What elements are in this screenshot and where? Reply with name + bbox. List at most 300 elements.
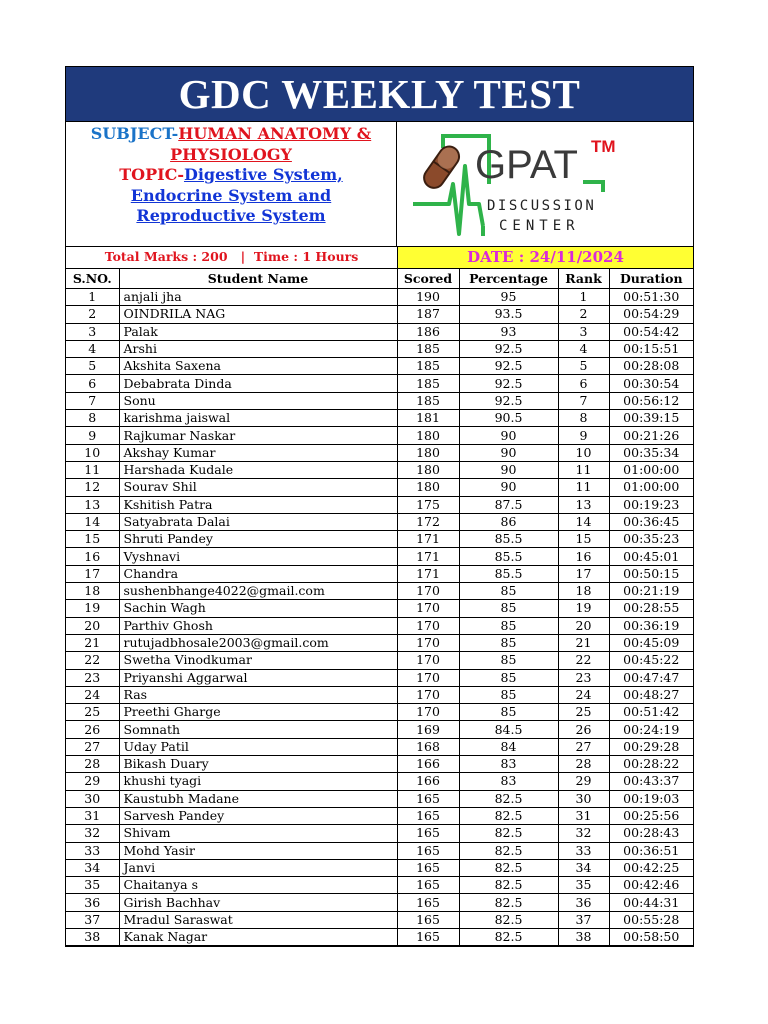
duration-cell: 00:36:45 [609, 513, 693, 530]
scored-cell: 166 [397, 773, 459, 790]
logo-cell [397, 122, 693, 246]
student-name-cell: Sonu [119, 392, 397, 409]
duration-cell: 00:45:09 [609, 634, 693, 651]
rank-cell: 2 [558, 306, 609, 323]
table-body [66, 289, 693, 946]
sno-cell: 12 [66, 479, 119, 496]
table-row [66, 738, 693, 755]
student-name-cell: Chaitanya s [119, 877, 397, 894]
rank-cell: 14 [558, 513, 609, 530]
table-row [66, 652, 693, 669]
student-name-cell: Bikash Duary [119, 756, 397, 773]
subject-line-2 [66, 145, 396, 166]
percentage-cell: 92.5 [459, 358, 558, 375]
percentage-cell: 84 [459, 738, 558, 755]
student-name-cell: Janvi [119, 859, 397, 876]
table-row [66, 669, 693, 686]
student-name-cell: Chandra [119, 565, 397, 582]
sno-cell: 36 [66, 894, 119, 911]
scored-cell: 171 [397, 548, 459, 565]
sno-cell: 34 [66, 859, 119, 876]
table-row [66, 911, 693, 928]
percentage-cell: 84.5 [459, 721, 558, 738]
table-row [66, 358, 693, 375]
duration-cell: 00:28:22 [609, 756, 693, 773]
student-name-cell: Uday Patil [119, 738, 397, 755]
table-row [66, 807, 693, 824]
rank-cell: 37 [558, 911, 609, 928]
duration-cell: 01:00:00 [609, 461, 693, 478]
sno-cell: 19 [66, 600, 119, 617]
rank-cell: 32 [558, 825, 609, 842]
percentage-cell: 85.5 [459, 548, 558, 565]
table-row [66, 634, 693, 651]
rank-cell: 10 [558, 444, 609, 461]
student-name-cell: Vyshnavi [119, 548, 397, 565]
logo-frame-right-icon [583, 182, 603, 192]
student-name-cell: Satyabrata Dalai [119, 513, 397, 530]
subject-value-1: HUMAN ANATOMY & [178, 124, 372, 143]
duration-cell: 00:29:28 [609, 738, 693, 755]
sno-cell: 38 [66, 928, 119, 945]
table-row [66, 894, 693, 911]
rank-cell: 6 [558, 375, 609, 392]
sno-cell: 37 [66, 911, 119, 928]
table-row [66, 617, 693, 634]
scored-cell: 185 [397, 358, 459, 375]
scored-cell: 170 [397, 669, 459, 686]
table-row [66, 496, 693, 513]
table-row [66, 859, 693, 876]
topic-line-1 [66, 165, 396, 186]
scored-cell: 170 [397, 652, 459, 669]
percentage-cell: 90 [459, 461, 558, 478]
student-name-cell: Debabrata Dinda [119, 375, 397, 392]
student-name-cell: Mohd Yasir [119, 842, 397, 859]
rank-cell: 30 [558, 790, 609, 807]
duration-cell: 00:47:47 [609, 669, 693, 686]
table-row [66, 392, 693, 409]
percentage-cell: 85 [459, 617, 558, 634]
percentage-cell: 92.5 [459, 375, 558, 392]
scored-cell: 187 [397, 306, 459, 323]
table-row [66, 565, 693, 582]
percentage-cell: 85 [459, 669, 558, 686]
student-name-cell: Ras [119, 686, 397, 703]
student-name-cell: khushi tyagi [119, 773, 397, 790]
duration-cell: 00:50:15 [609, 565, 693, 582]
student-name-cell: sushenbhange4022@gmail.com [119, 583, 397, 600]
percentage-cell: 82.5 [459, 911, 558, 928]
duration-cell: 00:44:31 [609, 894, 693, 911]
scored-cell: 175 [397, 496, 459, 513]
scored-cell: 180 [397, 427, 459, 444]
scored-cell: 170 [397, 583, 459, 600]
duration-cell: 00:15:51 [609, 340, 693, 357]
scored-cell: 165 [397, 911, 459, 928]
student-name-cell: Kshitish Patra [119, 496, 397, 513]
scored-cell: 165 [397, 825, 459, 842]
percentage-cell: 85.5 [459, 531, 558, 548]
rank-cell: 28 [558, 756, 609, 773]
duration-cell: 00:24:19 [609, 721, 693, 738]
rank-cell: 9 [558, 427, 609, 444]
percentage-cell: 93.5 [459, 306, 558, 323]
topic-line-2 [66, 186, 396, 207]
rank-cell: 16 [558, 548, 609, 565]
sno-cell: 15 [66, 531, 119, 548]
student-name-cell: Shivam [119, 825, 397, 842]
logo-line-2: CENTER [499, 218, 580, 234]
sno-cell: 35 [66, 877, 119, 894]
rank-cell: 20 [558, 617, 609, 634]
sno-cell: 4 [66, 340, 119, 357]
percentage-cell: 90.5 [459, 410, 558, 427]
percentage-cell: 82.5 [459, 842, 558, 859]
gpat-logo [413, 126, 643, 242]
rank-cell: 17 [558, 565, 609, 582]
table-row [66, 790, 693, 807]
duration-cell: 00:35:23 [609, 531, 693, 548]
duration-cell: 00:43:37 [609, 773, 693, 790]
table-header-row [66, 269, 693, 289]
rank-cell: 38 [558, 928, 609, 945]
rank-cell: 21 [558, 634, 609, 651]
capsule-icon [420, 143, 463, 192]
percentage-cell: 93 [459, 323, 558, 340]
sno-cell: 27 [66, 738, 119, 755]
scored-cell: 190 [397, 289, 459, 306]
table-row [66, 306, 693, 323]
percentage-cell: 90 [459, 479, 558, 496]
student-name-cell: Harshada Kudale [119, 461, 397, 478]
table-row [66, 375, 693, 392]
percentage-cell: 82.5 [459, 790, 558, 807]
scored-cell: 168 [397, 738, 459, 755]
sno-cell: 32 [66, 825, 119, 842]
duration-cell: 00:58:50 [609, 928, 693, 945]
scored-cell: 165 [397, 894, 459, 911]
table-row [66, 928, 693, 945]
scored-cell: 180 [397, 461, 459, 478]
percentage-cell: 85 [459, 704, 558, 721]
info-row [66, 247, 693, 269]
percentage-cell: 92.5 [459, 392, 558, 409]
percentage-cell: 85 [459, 686, 558, 703]
topic-value-2: Endocrine System and [130, 185, 332, 205]
sno-cell: 28 [66, 756, 119, 773]
duration-cell: 00:45:22 [609, 652, 693, 669]
duration-cell: 00:54:42 [609, 323, 693, 340]
sno-cell: 22 [66, 652, 119, 669]
table-row [66, 427, 693, 444]
sno-cell: 14 [66, 513, 119, 530]
scored-cell: 165 [397, 859, 459, 876]
rank-cell: 29 [558, 773, 609, 790]
student-name-cell: Preethi Gharge [119, 704, 397, 721]
sno-cell: 8 [66, 410, 119, 427]
student-name-cell: karishma jaiswal [119, 410, 397, 427]
duration-cell: 00:45:01 [609, 548, 693, 565]
rank-cell: 35 [558, 877, 609, 894]
test-date: DATE : 24/11/2024 [398, 247, 693, 268]
scored-cell: 171 [397, 531, 459, 548]
scored-cell: 170 [397, 634, 459, 651]
duration-cell: 00:48:27 [609, 686, 693, 703]
rank-cell: 4 [558, 340, 609, 357]
rank-cell: 33 [558, 842, 609, 859]
rank-cell: 11 [558, 461, 609, 478]
page-title: GDC WEEKLY TEST [66, 67, 693, 122]
scored-cell: 165 [397, 842, 459, 859]
scored-cell: 185 [397, 392, 459, 409]
percentage-cell: 85.5 [459, 565, 558, 582]
percentage-cell: 85 [459, 652, 558, 669]
scored-cell: 170 [397, 686, 459, 703]
rank-header: Rank [558, 269, 609, 289]
duration-cell: 00:28:43 [609, 825, 693, 842]
percentage-cell: 82.5 [459, 859, 558, 876]
table-row [66, 600, 693, 617]
duration-cell: 00:56:12 [609, 392, 693, 409]
scored-cell: 185 [397, 340, 459, 357]
sno-cell: 23 [66, 669, 119, 686]
duration-cell: 00:36:19 [609, 617, 693, 634]
rank-cell: 8 [558, 410, 609, 427]
scored-cell: 180 [397, 479, 459, 496]
percentage-cell: 92.5 [459, 340, 558, 357]
table-row [66, 877, 693, 894]
rank-cell: 27 [558, 738, 609, 755]
sno-cell: 24 [66, 686, 119, 703]
table-row [66, 773, 693, 790]
subject-topic-cell [66, 122, 397, 246]
percentage-cell: 95 [459, 289, 558, 306]
duration-cell: 00:51:42 [609, 704, 693, 721]
duration-cell: 01:00:00 [609, 479, 693, 496]
results-table [66, 269, 693, 946]
scored-cell: 165 [397, 790, 459, 807]
percentage-cell: 82.5 [459, 807, 558, 824]
student-name-cell: Somnath [119, 721, 397, 738]
logo-line-1: DISCUSSION [487, 198, 597, 214]
duration-cell: 00:19:03 [609, 790, 693, 807]
sno-cell: 29 [66, 773, 119, 790]
sno-cell: 20 [66, 617, 119, 634]
student-name-cell: Kanak Nagar [119, 928, 397, 945]
duration-cell: 00:42:25 [609, 859, 693, 876]
percentage-cell: 85 [459, 583, 558, 600]
table-row [66, 479, 693, 496]
rank-cell: 15 [558, 531, 609, 548]
header-row [66, 122, 693, 247]
rank-cell: 13 [558, 496, 609, 513]
duration-cell: 00:51:30 [609, 289, 693, 306]
sno-cell: 31 [66, 807, 119, 824]
rank-cell: 7 [558, 392, 609, 409]
subject-label: SUBJECT- [90, 124, 179, 143]
duration-cell: 00:21:26 [609, 427, 693, 444]
duration-cell: 00:55:28 [609, 911, 693, 928]
sno-cell: 25 [66, 704, 119, 721]
duration-cell: 00:54:29 [609, 306, 693, 323]
percentage-cell: 87.5 [459, 496, 558, 513]
scored-cell: 181 [397, 410, 459, 427]
percentage-cell: 82.5 [459, 928, 558, 945]
sno-header: S.NO. [66, 269, 119, 289]
percentage-cell: 83 [459, 773, 558, 790]
logo-tm: TM [591, 137, 616, 156]
student-name-cell: Sachin Wagh [119, 600, 397, 617]
scored-cell: 170 [397, 600, 459, 617]
student-name-cell: Arshi [119, 340, 397, 357]
rank-cell: 11 [558, 479, 609, 496]
scored-cell: 166 [397, 756, 459, 773]
duration-cell: 00:30:54 [609, 375, 693, 392]
duration-cell: 00:35:34 [609, 444, 693, 461]
subject-line-1 [66, 124, 396, 145]
sno-cell: 1 [66, 289, 119, 306]
student-name-cell: rutujadbhosale2003@gmail.com [119, 634, 397, 651]
student-name-cell: Mradul Saraswat [119, 911, 397, 928]
student-name-cell: Akshita Saxena [119, 358, 397, 375]
student-name-header: Student Name [119, 269, 397, 289]
percentage-cell: 85 [459, 600, 558, 617]
rank-cell: 3 [558, 323, 609, 340]
duration-cell: 00:21:19 [609, 583, 693, 600]
sno-cell: 5 [66, 358, 119, 375]
scored-cell: 171 [397, 565, 459, 582]
table-row [66, 825, 693, 842]
table-row [66, 686, 693, 703]
rank-cell: 36 [558, 894, 609, 911]
student-name-cell: Priyanshi Aggarwal [119, 669, 397, 686]
sno-cell: 11 [66, 461, 119, 478]
marks-time-info: Total Marks : 200 | Time : 1 Hours [66, 247, 398, 268]
rank-cell: 19 [558, 600, 609, 617]
sno-cell: 9 [66, 427, 119, 444]
percentage-cell: 82.5 [459, 825, 558, 842]
duration-cell: 00:25:56 [609, 807, 693, 824]
sno-cell: 16 [66, 548, 119, 565]
sno-cell: 18 [66, 583, 119, 600]
rank-cell: 18 [558, 583, 609, 600]
table-row [66, 340, 693, 357]
scored-cell: 165 [397, 877, 459, 894]
rank-cell: 22 [558, 652, 609, 669]
student-name-cell: Shruti Pandey [119, 531, 397, 548]
scored-cell: 165 [397, 807, 459, 824]
sno-cell: 7 [66, 392, 119, 409]
duration-cell: 00:42:46 [609, 877, 693, 894]
sno-cell: 3 [66, 323, 119, 340]
scored-cell: 185 [397, 375, 459, 392]
percentage-cell: 86 [459, 513, 558, 530]
table-row [66, 704, 693, 721]
rank-cell: 1 [558, 289, 609, 306]
rank-cell: 31 [558, 807, 609, 824]
table-row [66, 583, 693, 600]
table-row [66, 721, 693, 738]
sno-cell: 6 [66, 375, 119, 392]
table-row [66, 444, 693, 461]
sno-cell: 10 [66, 444, 119, 461]
percentage-header: Percentage [459, 269, 558, 289]
scored-cell: 180 [397, 444, 459, 461]
table-row [66, 756, 693, 773]
topic-line-3 [66, 206, 396, 227]
student-name-cell: Akshay Kumar [119, 444, 397, 461]
results-sheet [65, 66, 694, 947]
table-row [66, 842, 693, 859]
topic-value-1: Digestive System, [183, 165, 343, 184]
sno-cell: 33 [66, 842, 119, 859]
percentage-cell: 82.5 [459, 877, 558, 894]
scored-cell: 165 [397, 928, 459, 945]
percentage-cell: 90 [459, 444, 558, 461]
percentage-cell: 83 [459, 756, 558, 773]
student-name-cell: anjali jha [119, 289, 397, 306]
table-row [66, 461, 693, 478]
table-row [66, 289, 693, 306]
scored-cell: 186 [397, 323, 459, 340]
scored-header: Scored [397, 269, 459, 289]
student-name-cell: Rajkumar Naskar [119, 427, 397, 444]
table-row [66, 410, 693, 427]
percentage-cell: 90 [459, 427, 558, 444]
rank-cell: 34 [558, 859, 609, 876]
sno-cell: 2 [66, 306, 119, 323]
percentage-cell: 85 [459, 634, 558, 651]
student-name-cell: Palak [119, 323, 397, 340]
scored-cell: 170 [397, 617, 459, 634]
table-row [66, 323, 693, 340]
table-row [66, 513, 693, 530]
scored-cell: 170 [397, 704, 459, 721]
sno-cell: 21 [66, 634, 119, 651]
duration-cell: 00:28:55 [609, 600, 693, 617]
rank-cell: 23 [558, 669, 609, 686]
table-row [66, 531, 693, 548]
sno-cell: 30 [66, 790, 119, 807]
student-name-cell: Kaustubh Madane [119, 790, 397, 807]
rank-cell: 26 [558, 721, 609, 738]
duration-cell: 00:39:15 [609, 410, 693, 427]
subject-value-2: PHYSIOLOGY [170, 144, 292, 164]
duration-cell: 00:36:51 [609, 842, 693, 859]
duration-header: Duration [609, 269, 693, 289]
scored-cell: 172 [397, 513, 459, 530]
logo-brand: GPAT [475, 143, 578, 187]
sno-cell: 17 [66, 565, 119, 582]
sno-cell: 13 [66, 496, 119, 513]
topic-label: TOPIC- [119, 165, 184, 184]
rank-cell: 24 [558, 686, 609, 703]
student-name-cell: OINDRILA NAG [119, 306, 397, 323]
sno-cell: 26 [66, 721, 119, 738]
student-name-cell: Sarvesh Pandey [119, 807, 397, 824]
student-name-cell: Girish Bachhav [119, 894, 397, 911]
student-name-cell: Sourav Shil [119, 479, 397, 496]
rank-cell: 5 [558, 358, 609, 375]
table-row [66, 548, 693, 565]
student-name-cell: Parthiv Ghosh [119, 617, 397, 634]
topic-value-3: Reproductive System [136, 206, 326, 225]
scored-cell: 169 [397, 721, 459, 738]
duration-cell: 00:19:23 [609, 496, 693, 513]
rank-cell: 25 [558, 704, 609, 721]
student-name-cell: Swetha Vinodkumar [119, 652, 397, 669]
